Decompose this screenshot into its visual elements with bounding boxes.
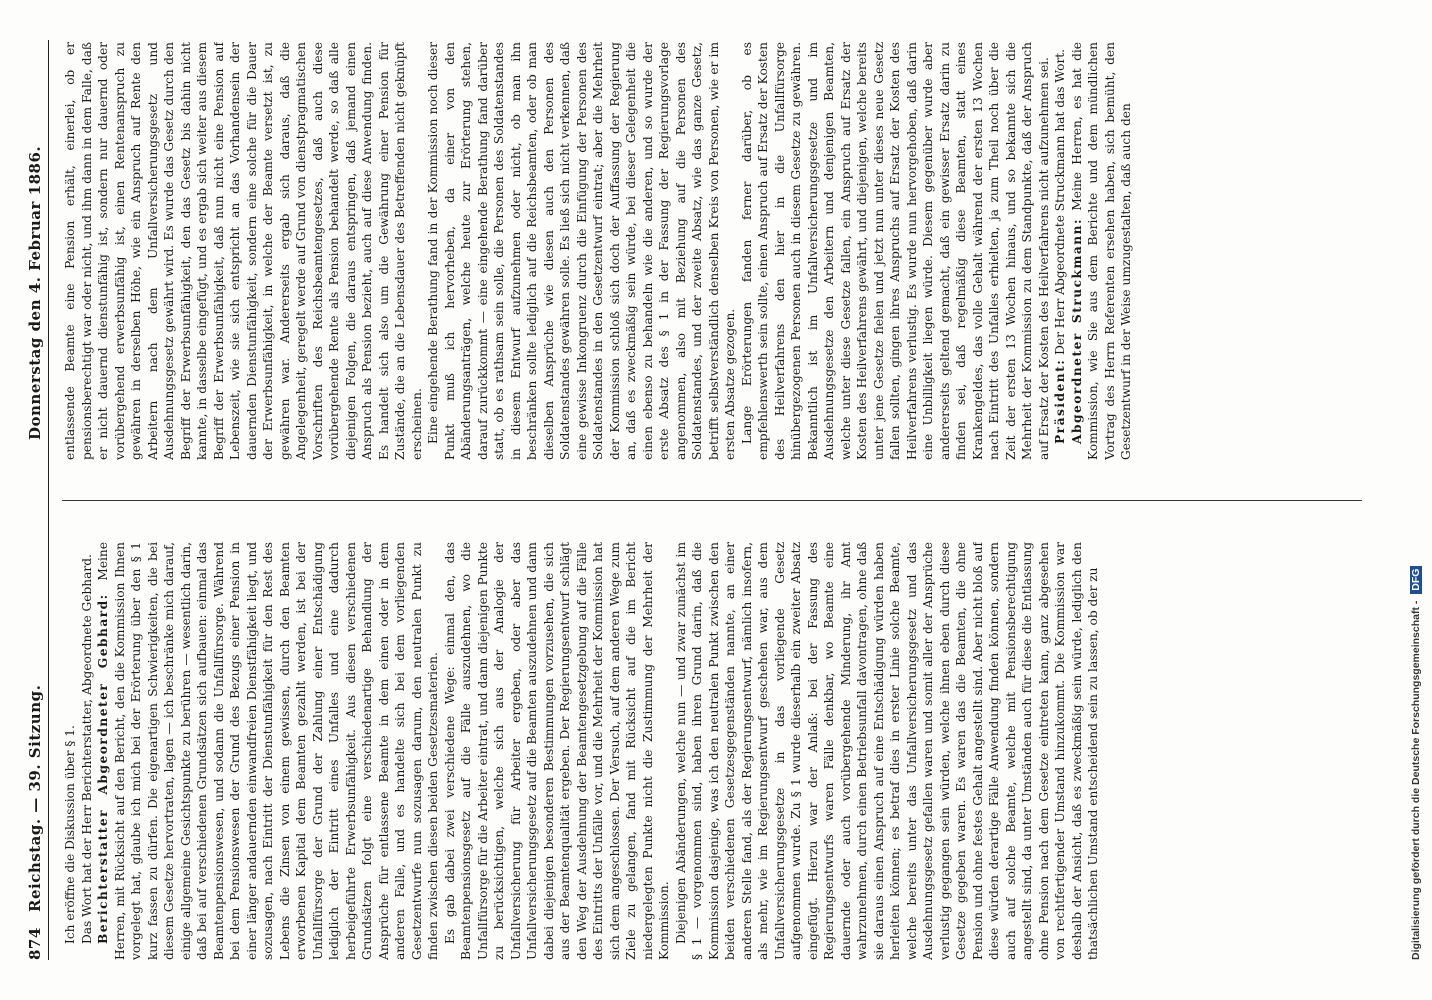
paragraph	[1052, 42, 1069, 460]
paragraph-text: Es gab dabei zwei verschiedene Wege: einmal den, das Beamtenpensionsgesetz auf die Fälle auszudehnen, wo die Unfallfürsorge für die Arbeiter eintrat, und dann diejenigen Punkte zu berücksichtigen, welche sich aus der Analogie der Unfallversicherung für Arbeiter ergeben, oder aber das Unfallversicherungsgesetz auf die Beamten auszudehnen und dann dabei diejenigen besonderen Bestimmungen vorzusehen, die sich aus der Beamtenqualität ergeben. Der Regierungsentwurf schlägt den Weg der Ausdehnung der Beamtengesetzgebung auf die Fälle des Eintritts der Unfälle vor, und die Mehrheit der Kommission hat sich dem angeschlossen. Der Versuch, auf dem anderen Wege zum Ziele zu gelangen, fand mit Rücksicht auf die im Bericht niedergelegten Punkte nicht die Zustimmung der Mehrheit der Kommission.	[442, 542, 671, 960]
dfg-badge: DFG	[1410, 566, 1422, 594]
paragraph	[442, 542, 673, 960]
digitization-note	[1410, 0, 1432, 1000]
paragraph-text: Eine eingehende Berathung fand in der Kommission noch dieser Punkt muß ich hervorheben, da einer von den Abänderungsanträgen, welche heute zur Erörterung stehen, darauf zurückkommt — eine eingehende Berathung fand darüber statt, ob es rathsam sein solle, die Personen des Soldatenstandes in diesem Entwurf aufzunehmen oder nicht, ob man ihn beschränken sollte lediglich auf die Reichsbeamten, oder ob man dieselben Ansprüche wie diesen auch den Personen des Soldatenstandes gewähren solle. Es ließ sich nicht verkennen, daß eine gewisse Inkongruenz durch die Einfügung der Personen des Soldatenstandes in den Gesetzentwurf eintrat; aber die Mehrheit der Kommission schloß sich doch der Auffassung der Regierung an, daß es zweckmäßig sein würde, bei dieser Gelegenheit die einen ebenso zu behandeln wie die anderen, und so wurde der erste Absatz des § 1 in der Fassung der Regierungsvorlage angenommen, also mit Beziehung auf die Personen des Soldatenstandes, und der zweite Absatz, wie das ganze Gesetz, betrifft selbstverständlich denselben Kreis von Personen, wie er im ersten Absatze gezogen.	[426, 42, 737, 460]
paragraph-text: Meine Herren, mit Rücksicht auf den Bericht, den die Kommission Ihnen vorgelegt hat, glaube ich mich bei der Erörterung über den § 1 kurz fassen zu dürfen. Die eigenartigen Schwierigkeiten, die bei diesem Gesetze hervortraten, lagen — ich beschränke mich darauf, einige allgemeine Gesichtspunkte zu berühren — wesentlich darin, daß bei auf verschiedenen Grundsätzen sich aufbauen: einmal das Beamtenpensionswesen, und sodann die Unfallfürsorge. Während bei dem Pensionswesen der Grund des Bezugs einer Pension in einer länger andauernden einwandfreien Dienstfähigkeit liegt, und sozusagen, nach Eintritt der Dienstunfähigkeit für den Rest des Lebens die Zinsen von einem gewissen, durch den Beamten erworbenen Kapital dem Beamten gezahlt werden, ist bei der Unfallfürsorge der Grund der Zahlung einer Entschädigung lediglich der Eintritt eines Unfalles und eine dadurch herbeigeführte Erwerbsunfähigkeit. Aus diesen verschiedenen Grundsätzen folgt eine verschiedenartige Behandlung der Ansprüche für entlassene Beamte in dem einen oder in dem anderen Falle, und es handelte sich bei dem vorliegenden Gesetzentwurfe nun sozusagen darum, den neutralen Punkt zu finden zwischen diesen beiden Gesetzesmaterien.	[96, 542, 440, 960]
speaker-name: Präsident:	[1053, 358, 1067, 444]
paragraph-text: Diejenigen Abänderungen, welche nun — und zwar zunächst im § 1 — vorgenommen sind, haben ihren Grund darin, daß die Kommission dasjenige, was ich den neutralen Punkt zwischen den beiden verschiedenen Gesetzesgegenständen nannte, an einer anderen Stelle fand, als der Regierungsentwurf, nämlich insofern, als mehr, wie im Regierungsentwurf geschehen war, aus dem Unfallversicherungsgesetze in das vorliegende Gesetz aufgenommen wurde. Zu § 1 wurde dieserhalb ein zweiter Absatz eingefügt. Hierzu war der Anlaß: bei der Fassung des Regierungsentwurfs waren Fälle denkbar, wo Beamte eine dauernde oder auch vorübergehende Minderung, ihr Amt wahrzunehmen, durch einen Betriebsunfall davontragen, ohne daß sie daraus einen Anspruch auf eine Entschädigung würden haben herleiten können; es betraf dies in erster Linie solche Beamte, welche bereits unter das Unfallversicherungsgesetz und das Ausdehnungsgesetz gefallen waren und somit aller der Ansprüche verlustig gegangen sein würden, welche ihnen eben durch diese Gesetze gegeben waren. Es waren das die Beamten, die ohne Pension und ohne festes Gehalt angestellt sind. Aber nicht bloß auf diese würden derartige Fälle Anwendung finden können, sondern auch auf solche Beamte, welche mit Pensionsberechtigung angestellt sind, da unter Umständen auch für diese die Entlassung ohne Pension nach dem Gesetze eintreten kann, ganz abgesehen von rechtfertigender Umstand hinzukommt. Die Kommission war deshalb der Ansicht, daß es zweckmäßig sein würde, lediglich den thatsächlichen Umstand entscheidend sein zu lassen, ob der zu	[673, 542, 1100, 960]
speaker-name: Berichterstatter Abgeordneter Gebhard:	[96, 593, 110, 944]
right-column	[62, 42, 1382, 460]
paragraph-text: Ich eröffne die Diskussion über § 1.	[63, 725, 77, 944]
paragraph	[739, 42, 1053, 460]
page-header	[26, 40, 49, 960]
paragraph-text: Das Wort hat der Herr Berichterstatter, Abgeordnete Gebhard.	[79, 554, 94, 944]
page-number: 874	[26, 927, 44, 960]
paragraph	[79, 542, 96, 960]
paragraph	[62, 42, 425, 460]
paragraph	[425, 42, 739, 460]
header-session: Reichstag. — 39. Sitzung.	[26, 684, 44, 912]
column-divider	[62, 500, 1362, 501]
paragraph-text: Meine Herren, es hat die Kommission, wie Sie aus dem Berichte und dem mündlichen Vortrag des Herrn Referenten ersehen haben, sich bemüht, den Gesetzentwurf in der Weise umzugestalten, daß auch den	[1069, 42, 1133, 460]
paragraph-text: Lange Erörterungen fanden ferner darüber, ob es empfehlenswerth sein sollte, einen Anspruch auf Ersatz der Kosten des Heilverfahrens den hier in die Unfallfürsorge hinübergezogenen Personen auch in diesem Gesetze zu gewähren. Bekanntlich ist im Unfallversicherungsgesetze und im Ausdehnungsgesetze den Arbeitern und denjenigen Beamten, welche unter diese Gesetze fallen, ein Anspruch auf Ersatz der Kosten des Heilverfahrens gewährt, und diejenigen, welche bereits unter jene Gesetze fielen und jetzt nun unter dieses neue Gesetz fallen sollten, gingen ihres Anspruchs auf Ersatz der Kosten des Heilverfahrens verlustig. Es wurde nun hervorgehoben, daß darin eine Unbilligkeit liegen würde. Diesem gegenüber wurde aber andererseits geltend gemacht, daß ein gewisser Ersatz darin zu finden sei, daß regelmäßig diese Beamten, statt eines Krankengeldes, das volle Gehalt während der ersten 13 Wochen nach Eintritt des Unfalles erhielten, ja zum Theil noch über die Zeit der ersten 13 Wochen hinaus, und so bekannte sich die Mehrheit der Kommission zu dem Standpunkte, daß der Anspruch auf Ersatz der Kosten des Heilverfahrens nicht aufzunehmen sei.	[739, 42, 1051, 460]
paragraph-text: entlassende Beamte eine Pension erhält, einerlei, ob er pensionsberechtigt war oder nicht, und ihm dann in dem Falle, daß er nicht dauernd dienstunfähig ist, sondern nur dauernd oder vorübergehend erwerbsunfähig ist, einen Rentenanspruch zu gewähren in derselben Höhe, wie ein Anspruch auf Rente den Arbeitern nach dem Unfallversicherungsgesetz und Ausdehnungsgesetz gewährt wird. Es wurde das Gesetz durch den Begriff der Erwerbsunfähigkeit, den das Gesetz bis dahin nicht kannte, in dasselbe eingefügt, und es ergab sich weiter aus diesem Begriff der Erwerbsunfähigkeit, daß nun nicht eine Pension auf Lebenszeit, wie sie sich entspricht an das Vorhandensein der dauernden Dienstunfähigkeit, sondern eine solche für die Dauer der Erwerbsunfähigkeit, in welche der Beamte versetzt ist, zu gewähren war. Andererseits ergab sich daraus, daß die Angelegenheit, geregelt werde auf Grund von dienstpragmatischen Vorschriften des Reichsbeamtengesetzes, daß auch diese vorübergehende Rente als Pension behandelt werde, so daß alle diejenigen Folgen, die daraus entspringen, daß jemand einen Anspruch als Pension bezieht, auch auf diese Anwendung finden. Es handelt sich also um die Gewährung einer Pension für Zustände, die an die Lebensdauer des Betreffenden nicht geknüpft erscheinen.	[63, 42, 424, 460]
header-date: Donnerstag den 4. Februar 1886.	[26, 145, 44, 440]
paragraph	[95, 542, 442, 960]
speaker-name: Abgeordneter Struckmann:	[1069, 217, 1084, 444]
paragraph	[1069, 42, 1135, 460]
paragraph	[62, 542, 79, 960]
paragraph	[673, 542, 1102, 960]
paragraph-text: Der Herr Abgeordnete Struckmann hat das Wort.	[1053, 48, 1067, 355]
left-column	[62, 542, 1382, 960]
digitization-text: Digitalisierung gefördert durch die Deutsche Forschungsgemeinschaft -	[1410, 600, 1422, 960]
